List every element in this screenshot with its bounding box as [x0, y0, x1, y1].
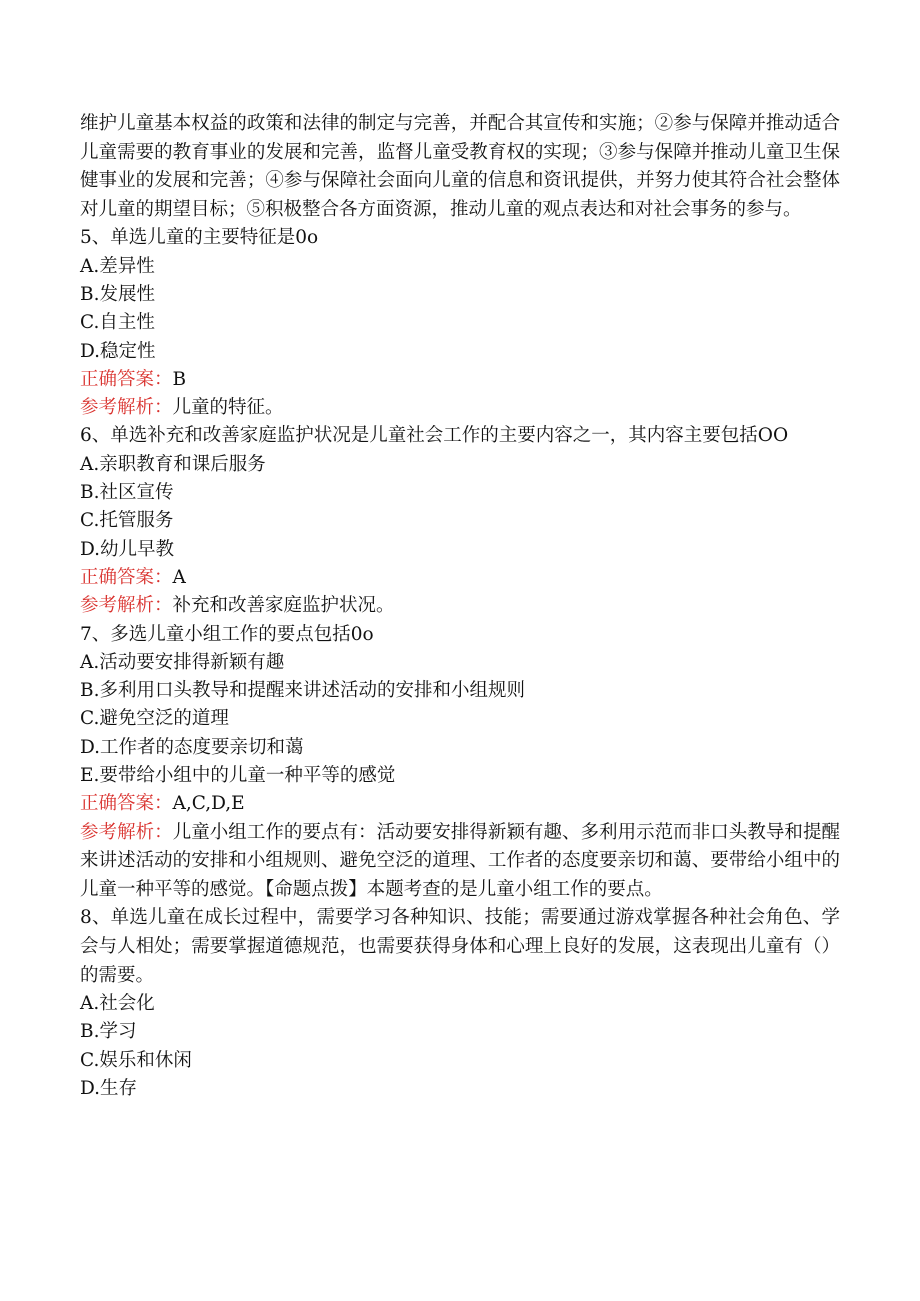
answer-label: 正确答案：: [80, 368, 173, 390]
option-b: B.学习: [80, 1021, 137, 1043]
analysis-label: 参考解析：: [80, 821, 173, 843]
intro-paragraph: 维护儿童基本权益的政策和法律的制定与完善，并配合其宣传和实施；②参与保障并推动适合儿童需要的教育事业的发展和完善，监督儿童受教育权的实现；③参与保障并推动儿童卫生保健事业的发展和完善；④参与保障社会面向儿童的信息和资讯提供，并努力使其符合社会整体对儿童的期望目标；⑤积极整合各方面资源，推动儿童的观点表达和对社会事务的参与。: [80, 113, 840, 220]
option-d: D.生存: [80, 1078, 138, 1100]
option-b: B.发展性: [80, 283, 155, 305]
question-stem: 6、单选补充和改善家庭监护状况是儿童社会工作的主要内容之一，其内容主要包括OO: [80, 425, 789, 447]
option-d: D.稳定性: [80, 340, 156, 362]
option-a: A.社会化: [80, 993, 155, 1015]
option-c: C.避免空泛的道理: [80, 708, 229, 730]
document-page: [80, 110, 840, 1103]
answer-value: B: [172, 368, 187, 390]
answer-line: [80, 564, 840, 592]
option-e: E.要带给小组中的儿童一种平等的感觉: [80, 765, 396, 787]
answer-value: A: [172, 566, 186, 588]
question-5: [80, 224, 840, 422]
analysis-line: [80, 592, 840, 620]
question-6: [80, 422, 840, 620]
question-8: [80, 904, 840, 1103]
analysis-text: 补充和改善家庭监护状况。: [172, 595, 395, 617]
option-a: A.亲职教育和课后服务: [80, 453, 266, 475]
question-stem: 7、多选儿童小组工作的要点包括0o: [80, 623, 374, 645]
option-c: C.娱乐和休闲: [80, 1049, 192, 1071]
option-b: B.多利用口头教导和提醒来讲述活动的安排和小组规则: [80, 680, 525, 702]
option-d: D.幼儿早教: [80, 538, 175, 560]
answer-value: A,C,D,E: [172, 793, 245, 815]
option-a: A.活动要安排得新颖有趣: [80, 651, 285, 673]
analysis-text: 儿童小组工作的要点有：活动要安排得新颖有趣、多利用示范而非口头教导和提醒来讲述活动的安排和小组规则、避免空泛的道理、工作者的态度要亲切和蔼、要带给小组中的儿童一种平等的感觉。【命题点拨】本题考查的是儿童小组工作的要点。: [80, 821, 840, 900]
option-b: B.社区宣传: [80, 482, 174, 504]
question-stem: 5、单选儿童的主要特征是0o: [80, 227, 319, 249]
option-a: A.差异性: [80, 255, 155, 277]
option-c: C.托管服务: [80, 510, 174, 532]
answer-line: [80, 366, 840, 394]
analysis-label: 参考解析：: [80, 397, 173, 419]
question-stem: 8、单选儿童在成长过程中，需要学习各种知识、技能；需要通过游戏掌握各种社会角色、学会与人相处；需要掌握道德规范，也需要获得身体和心理上良好的发展，这表现出儿童有（）的需要。: [80, 907, 840, 986]
answer-label: 正确答案：: [80, 793, 173, 815]
answer-label: 正确答案：: [80, 566, 173, 588]
analysis-label: 参考解析：: [80, 595, 173, 617]
option-d: D.工作者的态度要亲切和蔼: [80, 736, 304, 758]
analysis-line: [80, 394, 840, 422]
analysis-line: [80, 819, 840, 905]
analysis-text: 儿童的特征。: [172, 397, 284, 419]
option-c: C.自主性: [80, 312, 155, 334]
answer-line: [80, 790, 840, 818]
question-7: [80, 621, 840, 905]
